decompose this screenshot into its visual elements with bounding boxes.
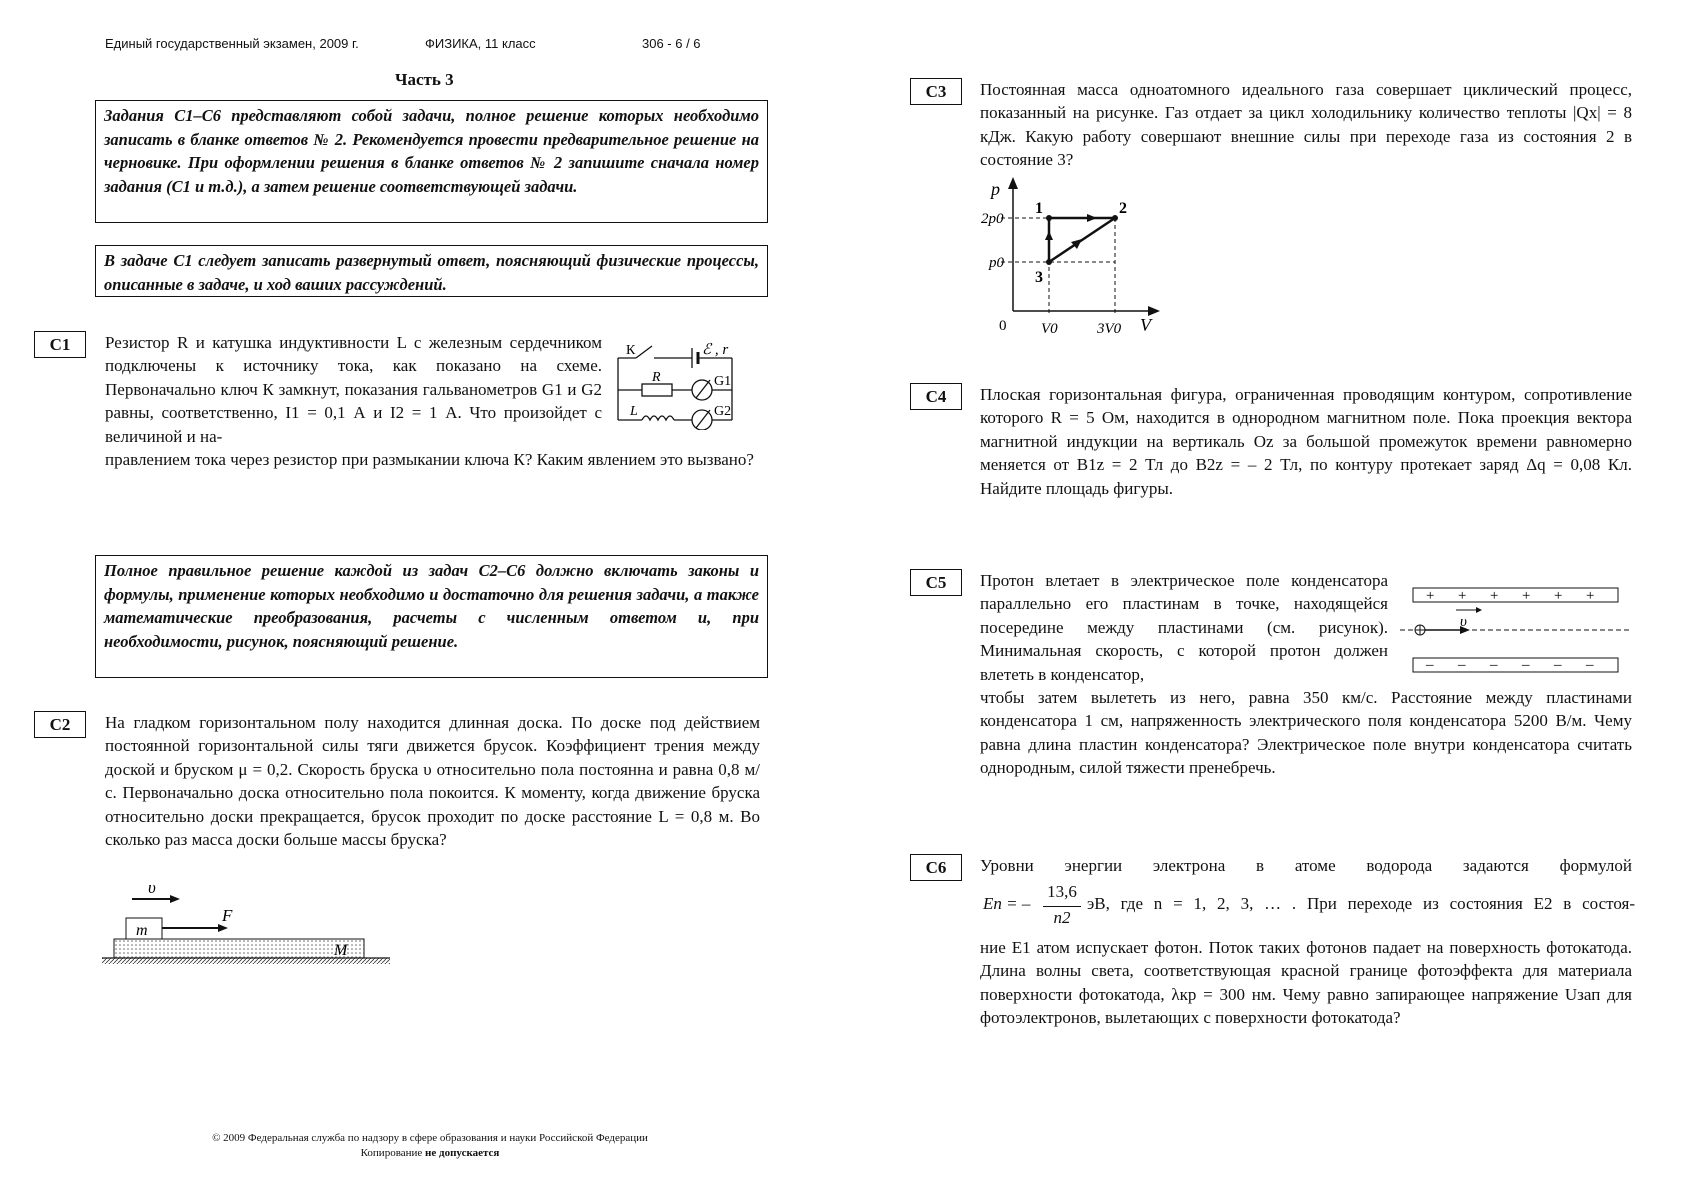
circuit-key-label: К [626,343,636,358]
state-2-label: 2 [1119,200,1127,217]
circuit-l-label: L [630,404,638,419]
plus-sign: + [1522,588,1531,604]
circuit-g2-label: G2 [714,404,732,419]
formula-lhs: En = – [983,894,1031,913]
capacitor-diagram [1398,580,1632,675]
circuit-r-label: R [652,370,661,385]
header-page: 306 - 6 / 6 [642,36,701,51]
axis-p-label: p [991,179,1000,199]
task-label-c5: С5 [910,569,962,596]
force-label: F [222,906,233,925]
task-label-c1: С1 [34,331,86,358]
task-c6-text: ние E1 атом испускает фотон. Поток таких фотонов падает на поверхность фотокатода. Длина волны света, соответствующая красной границе фотоэффекта для материала поверхности фотокатода, λкр = 300 нм. Чему равно запирающее напряжение Uзап для фотоэлектронов, вылетающих с поверхности фотокатода? [980,938,1632,1028]
task-label-c2: С2 [34,711,86,738]
task-c1-text-b: правлением тока через резистор при размыкании ключа К? Каким явлением это вызвано? [105,450,754,469]
task-c3-text: Постоянная масса одноатомного идеального газа совершает циклический процесс, показанный на рисунке. Газ отдает за цикл холодильнику количество теплоты |Qх| = 8 кДж. Какую работу совершают внешние силы при переходе газа из состояния 2 в состояние 3? [980,80,1632,170]
task-label-c6: С6 [910,854,962,881]
plus-sign: + [1490,588,1499,604]
task-label-c3: С3 [910,78,962,105]
formula-numerator: 13,6 [1047,882,1077,901]
tick-p0-label: p0 [989,255,1004,271]
board-block-diagram [102,875,402,970]
circuit-g1-label: G1 [714,374,732,389]
minus-sign: – [1490,657,1498,673]
plus-sign: + [1554,588,1563,604]
minus-sign: – [1554,657,1562,673]
plus-sign: + [1458,588,1467,604]
plus-sign: + [1426,588,1435,604]
block-mass-label: m [136,922,148,939]
formula-denominator: n2 [1053,908,1071,927]
part-title: Часть 3 [395,70,454,89]
footer-copy-forbidden: не допускается [425,1147,500,1159]
tick-3v0-label: 3V0 [1097,321,1122,337]
task-label-c4: С4 [910,383,962,410]
task-c4-text: Плоская горизонтальная фигура, ограниченная проводящим контуром, сопротивление которого R = 5 Ом, находится в однородном магнитном поле. Пока проекция вектора магнитной индукции на вертикаль Oz за большой промежуток времени равномерно меняется от B1z = 2 Тл до B2z = – 2 Тл, по контуру протекает заряд Δq = 0,08 Кл. Найдите площадь фигуры. [980,385,1632,498]
header-exam: Единый государственный экзамен, 2009 г. [105,36,359,51]
task-c5-text-a: Протон влетает в электрическое поле конденсатора параллельно его пластинам в точке, находящейся посередине между пластинами (см. рисунок). Минимальная скорость, с которой протон должен влететь в конденсатор, [980,571,1388,684]
task-c1-text-a: Резистор R и катушка индуктивности L с железным сердечником подключены к источнику тока, как показано на схеме. Первоначально ключ К замкнут, показания гальванометров G1 и G2 равны, соответственно, I1 = 0,1 А и I2 = 1 А. Что произойдет с величиной и на- [105,333,602,446]
minus-sign: – [1522,657,1530,673]
proton-velocity-label: υ [1460,614,1467,630]
header-subject: ФИЗИКА, 11 класс [425,36,536,51]
circuit-diagram [612,340,772,430]
minus-sign: – [1586,657,1594,673]
footer-copy-notice [150,1147,710,1159]
minus-sign: – [1426,657,1434,673]
footer-copy-label: Копирование [360,1147,423,1159]
board-mass-label: M [334,942,348,959]
minus-sign: – [1458,657,1466,673]
circuit-emf-label: ℰ , r [702,342,729,358]
instruction-box-1: Задания С1–С6 представляют собой задачи, полное решение которых необходимо записать в бланке ответов № 2. Рекомендуется провести предварительное решение на черновике. При оформлении решения в бланке ответов № 2 запишите сначала номер задания (С1 и т.д.), а затем решение соответствующей задачи. [95,100,768,223]
tick-v0-label: V0 [1041,321,1058,337]
energy-formula [983,882,1635,932]
pv-diagram [975,175,1175,345]
state-1-label: 1 [1035,200,1043,217]
task-c5-text-b: чтобы затем вылететь из него, равна 350 км/с. Расстояние между пластинами конденсатора 1 см, напряженность электрического поля конденсатора 5200 В/м. Чему равна длина пластин конденсатора? Электрическое поле внутри конденсатора считать однородным, силой тяжести пренебречь. [980,688,1632,778]
axis-v-label: V [1140,315,1151,335]
task-c6-line1: Уровни энергии электрона в атоме водорода задаются формулой [980,856,1632,875]
board-velocity-label: υ [148,878,156,897]
plus-sign: + [1586,588,1595,604]
instruction-box-2: В задаче С1 следует записать развернутый ответ, поясняющий физические процессы, описанные в задаче, и ход ваших рассуждений. [95,245,768,297]
formula-rest: эВ, где n = 1, 2, 3, … . При переходе из состояния E2 в состоя- [1087,894,1635,913]
axis-origin-label: 0 [999,318,1007,334]
footer-copyright: © 2009 Федеральная служба по надзору в сфере образования и науки Российской Федерации [212,1132,648,1144]
state-3-label: 3 [1035,269,1043,286]
task-c2-text: На гладком горизонтальном полу находится длинная доска. По доске под действием постоянной горизонтальной силы тяги движется брусок. Коэффициент трения между доской и бруском μ = 0,2. Скорость бруска υ относительно пола постоянна и равна 0,8 м/с. Первоначально доска относительно пола покоится. К моменту, когда движение бруска относительно доски прекращается, брусок проходит по доске расстояние L = 0,8 м. Во сколько раз масса доски больше массы бруска? [105,713,760,850]
tick-2p0-label: 2p0 [981,211,1004,227]
instruction-box-3: Полное правильное решение каждой из задач С2–С6 должно включать законы и формулы, применение которых необходимо и достаточно для решения задачи, а также математические преобразования, расчеты с численным ответом и, при необходимости, рисунок, поясняющий решение. [95,555,768,678]
